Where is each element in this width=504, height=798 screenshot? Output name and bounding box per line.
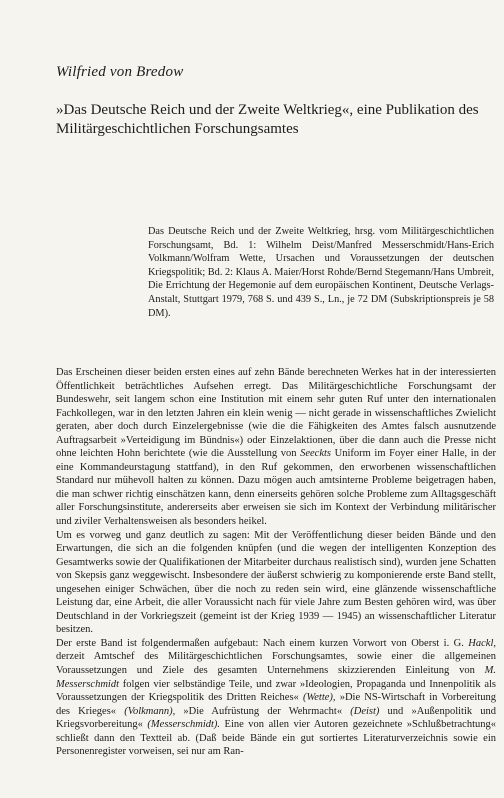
text-run: Der erste Band ist folgendermaßen aufgebaut: Nach einem kurzen Vorwort von Oberst i. G. xyxy=(56,637,469,649)
name-italic: Seeckts xyxy=(300,448,332,460)
name-italic: M. Messerschmidt xyxy=(56,665,496,690)
name-italic: (Wette), xyxy=(302,692,336,704)
text-run: Eine von allen vier Autoren gezeichnete »Schlußbetrachtung« schließt dann den Textteil ab. (Daß beide Bände ein gut sortiertes Literaturverzeichnis sowie ein Personenregister vorweisen, sei nur am Ran- xyxy=(56,719,496,758)
text-run: Uniform im Foyer einer Halle, in der eine Kommandeurstagung stattfand), in den Ruf gekommen, den erworbenen wissenschaftlichen Standard nur mühevoll halten zu können. Dazu mögen auch amtsinterne Probleme beigetragen haben, die man schwer richtig einschätzen kann, denn einerseits gehören solche Probleme zum Alltagsgeschäft aller Forschungsinstitute, andererseits aber erweisen sie sich im Kontext der Verbindung militärischer und ziviler Verhaltensweisen als besonders heikel. xyxy=(56,448,496,528)
body-text xyxy=(56,366,496,759)
paragraph-3 xyxy=(56,637,496,759)
text-run: derzeit Amtschef des Militärgeschichtlichen Forschungsamtes, sowie einer die allgemeinen Voraussetzungen und Ziele des gesamten Unternehmens skizzierenden Einleitung von xyxy=(56,651,496,677)
text-run: Um es vorweg und ganz deutlich zu sagen: Mit der Veröffentlichung dieser beiden Bände und den Erwartungen, die sich an die folgenden knüpfen (und die wegen der intelligenten Konzeption des Gesamtwerks sowie der Qualifikationen der Mitarbeiter durchaus realistisch sind), wurden jene Schatten von Skepsis ganz weggewischt. Insbesondere der äußerst schwierig zu komponierende erste Band stellt, ungesehen einiger Schwächen, über die noch zu reden sein wird, eine glänzende wissenschaftliche Leistung dar, eine Arbeit, die aller Voraussicht nach für viele Jahre zum Besten gehören wird, was über Deutschland in der Vorkriegszeit (gemeint ist der Krieg 1939 — 1945) an wissenschaftlicher Literatur besitzen. xyxy=(56,529,496,636)
paragraph-1 xyxy=(56,366,496,529)
name-italic: (Messerschmidt). xyxy=(147,719,221,731)
name-italic: (Deist) xyxy=(350,705,380,717)
text-run: und »Außenpolitik und Kriegsvorbereitung« xyxy=(56,705,497,731)
name-italic: (Volkmann), xyxy=(124,705,176,717)
name-italic: Hackl, xyxy=(468,637,496,649)
paragraph-2 xyxy=(56,529,496,637)
author-name: Wilfried von Bredow xyxy=(56,64,184,80)
bibliography-note: Das Deutsche Reich und der Zweite Weltkrieg, hrsg. vom Militärgeschichtlichen Forschungsamt, Bd. 1: Wilhelm Deist/Manfred Messerschmidt/Hans-Erich Volkmann/Wolfram Wette, Ursachen und Voraussetzungen der deutschen Kriegspolitik; Bd. 2: Klaus A. Maier/Horst Rohde/Bernd Stegemann/Hans Umbreit, Die Errichtung der Hegemonie auf dem europäischen Kontinent, Deutsche Verlags-Anstalt, Stuttgart 1979, 768 S. und 439 S., Ln., je 72 DM (Subskriptionspreis je 58 DM). xyxy=(148,226,494,319)
text-run: »Die Aufrüstung der Wehrmacht« xyxy=(175,705,351,717)
text-run: »Die NS-Wirtschaft in Vorbereitung des Krieges« xyxy=(56,692,496,717)
text-run: folgen vier selbständige Teile, und zwar »Ideologien, Propaganda und Innenpolitik als Voraussetzungen der Kriegspolitik des Dritten Reiches« xyxy=(56,678,496,704)
text-run: Das Erscheinen dieser beiden ersten eines auf zehn Bände berechneten Werkes hat in der interessierten Öffentlichkeit beträchtliches Aufsehen erregt. Das Militärgeschichtliche Forschungsamt der Bundeswehr, seit langem schon eine Institution mit einem sehr guten Ruf unter den internationalen Fachkollegen, war in den letzten Jahren ein klein wenig — nicht gerade in wissenschaftliches Zwielicht geraten, aber doch durch Einzelergebnisse (wie die die Fähigkeiten des Amtes falsch ausnutzende Auftragsarbeit »Verteidigung im Bündnis«) oder Einzelaktionen, über die dann auch die Presse nicht ohne leichten Hohn berichtete (wie die Ausstellung von xyxy=(56,367,496,460)
article-title: »Das Deutsche Reich und der Zweite Weltkrieg«, eine Publikation des Militärgeschichtlichen Forschungsamtes xyxy=(56,102,479,137)
